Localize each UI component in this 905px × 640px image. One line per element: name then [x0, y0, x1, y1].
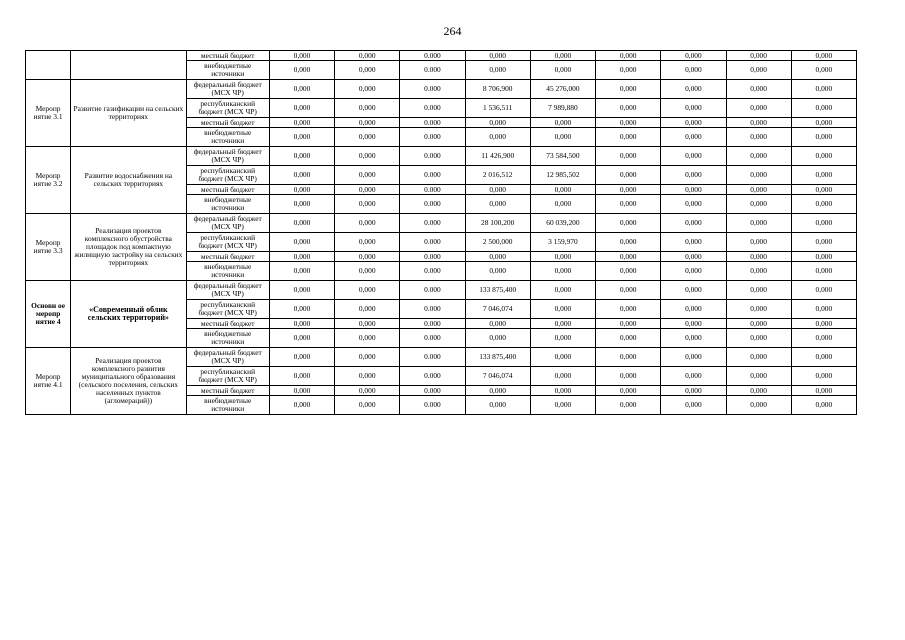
- value-cell: 0,000: [661, 118, 726, 128]
- value-cell: 0,000: [530, 118, 595, 128]
- value-cell: 0,000: [726, 386, 791, 396]
- value-cell: 0,000: [269, 262, 334, 281]
- value-cell: 73 584,500: [530, 147, 595, 166]
- value-cell: 0,000: [269, 185, 334, 195]
- value-cell: 0,000: [335, 233, 400, 252]
- value-cell: 0,000: [596, 128, 661, 147]
- source-cell: внебюджетные источники: [186, 329, 269, 348]
- value-cell: 0,000: [726, 195, 791, 214]
- event-name-cell: [71, 51, 186, 80]
- value-cell: 0,000: [530, 51, 595, 61]
- value-cell: 0,000: [726, 300, 791, 319]
- value-cell: 0.000: [400, 386, 465, 396]
- value-cell: 0,000: [530, 195, 595, 214]
- value-cell: 0,000: [791, 99, 856, 118]
- value-cell: 0,000: [791, 166, 856, 185]
- value-cell: 0,000: [269, 51, 334, 61]
- value-cell: 0.000: [400, 51, 465, 61]
- value-cell: 0,000: [661, 281, 726, 300]
- value-cell: 0,000: [661, 99, 726, 118]
- value-cell: 0,000: [726, 118, 791, 128]
- value-cell: 0.000: [400, 233, 465, 252]
- value-cell: 0,000: [791, 262, 856, 281]
- value-cell: 0,000: [465, 329, 530, 348]
- value-cell: 0,000: [269, 80, 334, 99]
- source-cell: местный бюджет: [186, 51, 269, 61]
- value-cell: 0,000: [661, 166, 726, 185]
- value-cell: 0,000: [661, 300, 726, 319]
- value-cell: 0.000: [400, 319, 465, 329]
- value-cell: 0,000: [465, 386, 530, 396]
- value-cell: 0,000: [596, 262, 661, 281]
- value-cell: 0,000: [335, 262, 400, 281]
- value-cell: 0,000: [335, 147, 400, 166]
- event-cell: [26, 51, 71, 80]
- value-cell: 0,000: [791, 118, 856, 128]
- value-cell: 0,000: [335, 185, 400, 195]
- value-cell: 0,000: [596, 80, 661, 99]
- budget-table-body: [26, 51, 857, 415]
- value-cell: 0,000: [791, 396, 856, 415]
- value-cell: 0,000: [791, 214, 856, 233]
- value-cell: 0.000: [400, 252, 465, 262]
- source-cell: республиканский бюджет (МСХ ЧР): [186, 166, 269, 185]
- source-cell: внебюджетные источники: [186, 61, 269, 80]
- table-row: [26, 214, 857, 233]
- value-cell: 0,000: [596, 329, 661, 348]
- value-cell: 0,000: [530, 185, 595, 195]
- event-cell: Меропр иятие 3.2: [26, 147, 71, 214]
- event-cell: Меропр иятие 3.1: [26, 80, 71, 147]
- value-cell: 0,000: [465, 118, 530, 128]
- value-cell: 0,000: [596, 300, 661, 319]
- value-cell: 0,000: [661, 319, 726, 329]
- value-cell: 0,000: [269, 233, 334, 252]
- value-cell: 0,000: [661, 61, 726, 80]
- value-cell: 0,000: [335, 128, 400, 147]
- value-cell: 0.000: [400, 396, 465, 415]
- value-cell: 0,000: [596, 367, 661, 386]
- source-cell: республиканский бюджет (МСХ ЧР): [186, 300, 269, 319]
- table-row: [26, 281, 857, 300]
- value-cell: 0,000: [530, 128, 595, 147]
- value-cell: 0,000: [596, 396, 661, 415]
- value-cell: 0.000: [400, 281, 465, 300]
- value-cell: 0,000: [335, 61, 400, 80]
- value-cell: 0,000: [335, 329, 400, 348]
- value-cell: 0,000: [269, 396, 334, 415]
- value-cell: 0,000: [661, 195, 726, 214]
- value-cell: 0,000: [465, 61, 530, 80]
- value-cell: 0,000: [661, 147, 726, 166]
- value-cell: 0,000: [596, 51, 661, 61]
- value-cell: 0,000: [335, 396, 400, 415]
- value-cell: 0,000: [335, 252, 400, 262]
- source-cell: федеральный бюджет (МСХ ЧР): [186, 147, 269, 166]
- value-cell: 0,000: [726, 367, 791, 386]
- value-cell: 0,000: [269, 281, 334, 300]
- value-cell: 0,000: [530, 367, 595, 386]
- value-cell: 2 016,512: [465, 166, 530, 185]
- value-cell: 7 046,074: [465, 367, 530, 386]
- value-cell: 0,000: [791, 233, 856, 252]
- value-cell: 0,000: [269, 252, 334, 262]
- value-cell: 0,000: [465, 252, 530, 262]
- value-cell: 0,000: [269, 195, 334, 214]
- source-cell: местный бюджет: [186, 252, 269, 262]
- value-cell: 11 426,900: [465, 147, 530, 166]
- value-cell: 0,000: [465, 195, 530, 214]
- value-cell: 0.000: [400, 118, 465, 128]
- value-cell: 0.000: [400, 214, 465, 233]
- value-cell: 0,000: [661, 262, 726, 281]
- value-cell: 0,000: [596, 147, 661, 166]
- value-cell: 0,000: [726, 281, 791, 300]
- value-cell: 0,000: [661, 185, 726, 195]
- value-cell: 0,000: [661, 252, 726, 262]
- value-cell: 0,000: [465, 396, 530, 415]
- source-cell: внебюджетные источники: [186, 396, 269, 415]
- source-cell: федеральный бюджет (МСХ ЧР): [186, 281, 269, 300]
- value-cell: 0,000: [726, 396, 791, 415]
- value-cell: 0,000: [596, 99, 661, 118]
- value-cell: 0,000: [530, 281, 595, 300]
- source-cell: местный бюджет: [186, 386, 269, 396]
- value-cell: 0.000: [400, 99, 465, 118]
- value-cell: 0,000: [791, 348, 856, 367]
- value-cell: 0,000: [726, 262, 791, 281]
- value-cell: 0,000: [465, 185, 530, 195]
- value-cell: 0,000: [661, 80, 726, 99]
- value-cell: 0,000: [530, 252, 595, 262]
- source-cell: внебюджетные источники: [186, 195, 269, 214]
- value-cell: 0,000: [596, 348, 661, 367]
- value-cell: 0,000: [661, 329, 726, 348]
- source-cell: федеральный бюджет (МСХ ЧР): [186, 214, 269, 233]
- source-cell: внебюджетные источники: [186, 128, 269, 147]
- value-cell: 0,000: [335, 118, 400, 128]
- value-cell: 0.000: [400, 61, 465, 80]
- value-cell: 0,000: [791, 51, 856, 61]
- value-cell: 0,000: [726, 128, 791, 147]
- value-cell: 0,000: [726, 319, 791, 329]
- value-cell: 0,000: [335, 300, 400, 319]
- event-name-cell: Реализация проектов комплексного развития муниципального образования (сельского поселения, сельских населенных пунктов (агломераций)): [71, 348, 186, 415]
- source-cell: федеральный бюджет (МСХ ЧР): [186, 80, 269, 99]
- value-cell: 0,000: [791, 252, 856, 262]
- value-cell: 0,000: [791, 281, 856, 300]
- value-cell: 0.000: [400, 367, 465, 386]
- value-cell: 0,000: [726, 185, 791, 195]
- value-cell: 0,000: [335, 51, 400, 61]
- event-name-cell: Реализация проектов комплексного обустройства площадок под компактную жилищную застройку на сельских территориях: [71, 214, 186, 281]
- value-cell: 0,000: [726, 233, 791, 252]
- source-cell: местный бюджет: [186, 185, 269, 195]
- value-cell: 0,000: [661, 396, 726, 415]
- source-cell: местный бюджет: [186, 118, 269, 128]
- table-row: [26, 80, 857, 99]
- source-cell: местный бюджет: [186, 319, 269, 329]
- value-cell: 0,000: [269, 166, 334, 185]
- event-cell: Основн ое меропр иятие 4: [26, 281, 71, 348]
- value-cell: 0,000: [335, 80, 400, 99]
- value-cell: 28 100,200: [465, 214, 530, 233]
- value-cell: 0,000: [726, 348, 791, 367]
- value-cell: 0,000: [465, 51, 530, 61]
- value-cell: 0,000: [530, 348, 595, 367]
- value-cell: 0,000: [269, 319, 334, 329]
- value-cell: 0,000: [530, 396, 595, 415]
- value-cell: 0,000: [661, 367, 726, 386]
- budget-table: [25, 50, 857, 415]
- value-cell: 0,000: [335, 214, 400, 233]
- value-cell: 0,000: [269, 386, 334, 396]
- value-cell: 0,000: [661, 233, 726, 252]
- event-cell: Меропр иятие 3.3: [26, 214, 71, 281]
- value-cell: 0,000: [269, 348, 334, 367]
- value-cell: 0.000: [400, 329, 465, 348]
- value-cell: 0,000: [465, 128, 530, 147]
- value-cell: 0,000: [335, 367, 400, 386]
- value-cell: 0,000: [596, 61, 661, 80]
- table-row: [26, 348, 857, 367]
- value-cell: 0,000: [530, 262, 595, 281]
- value-cell: 133 875,400: [465, 348, 530, 367]
- value-cell: 0,000: [791, 386, 856, 396]
- value-cell: 0,000: [596, 252, 661, 262]
- value-cell: 0,000: [661, 386, 726, 396]
- value-cell: 0,000: [530, 329, 595, 348]
- value-cell: 0,000: [726, 147, 791, 166]
- value-cell: 0,000: [465, 262, 530, 281]
- value-cell: 0,000: [596, 233, 661, 252]
- value-cell: 0,000: [596, 214, 661, 233]
- value-cell: 0,000: [530, 300, 595, 319]
- event-name-cell: Развитие газификации на сельских территориях: [71, 80, 186, 147]
- value-cell: 0,000: [335, 386, 400, 396]
- source-cell: внебюджетные источники: [186, 262, 269, 281]
- value-cell: 0.000: [400, 147, 465, 166]
- value-cell: 0,000: [335, 166, 400, 185]
- event-name-cell: «Современный облик сельских территорий»: [71, 281, 186, 348]
- value-cell: 3 159,970: [530, 233, 595, 252]
- value-cell: 0,000: [726, 214, 791, 233]
- value-cell: 0,000: [726, 61, 791, 80]
- page-number: 264: [443, 24, 462, 38]
- value-cell: 0,000: [596, 319, 661, 329]
- value-cell: 0,000: [335, 195, 400, 214]
- value-cell: 0,000: [791, 61, 856, 80]
- value-cell: 0,000: [269, 214, 334, 233]
- value-cell: 0,000: [335, 99, 400, 118]
- value-cell: 0.000: [400, 300, 465, 319]
- value-cell: 0,000: [791, 185, 856, 195]
- value-cell: 0,000: [269, 147, 334, 166]
- value-cell: 0,000: [335, 281, 400, 300]
- value-cell: 0.000: [400, 262, 465, 281]
- value-cell: 0,000: [791, 147, 856, 166]
- value-cell: 0,000: [726, 329, 791, 348]
- event-cell: Меропр иятие 4.1: [26, 348, 71, 415]
- value-cell: 0,000: [791, 329, 856, 348]
- value-cell: 0,000: [269, 128, 334, 147]
- value-cell: 0,000: [661, 51, 726, 61]
- value-cell: 0,000: [726, 166, 791, 185]
- value-cell: 0,000: [726, 99, 791, 118]
- event-name-cell: Развитие водоснабжения на сельских территориях: [71, 147, 186, 214]
- table-row: [26, 51, 857, 61]
- value-cell: 0,000: [269, 367, 334, 386]
- value-cell: 0,000: [661, 348, 726, 367]
- value-cell: 133 875,400: [465, 281, 530, 300]
- source-cell: федеральный бюджет (МСХ ЧР): [186, 348, 269, 367]
- value-cell: 0,000: [726, 252, 791, 262]
- value-cell: 0,000: [791, 195, 856, 214]
- value-cell: 0,000: [791, 319, 856, 329]
- value-cell: 0,000: [530, 61, 595, 80]
- value-cell: 0.000: [400, 185, 465, 195]
- value-cell: 0,000: [791, 80, 856, 99]
- value-cell: 12 985,502: [530, 166, 595, 185]
- value-cell: 0,000: [596, 195, 661, 214]
- value-cell: 0,000: [791, 300, 856, 319]
- value-cell: 0,000: [596, 166, 661, 185]
- value-cell: 0,000: [596, 386, 661, 396]
- value-cell: 0,000: [596, 281, 661, 300]
- value-cell: 2 500,000: [465, 233, 530, 252]
- value-cell: 0,000: [465, 319, 530, 329]
- value-cell: 0,000: [530, 319, 595, 329]
- source-cell: республиканский бюджет (МСХ ЧР): [186, 367, 269, 386]
- value-cell: 0,000: [791, 367, 856, 386]
- value-cell: 0.000: [400, 195, 465, 214]
- value-cell: 0,000: [269, 300, 334, 319]
- source-cell: республиканский бюджет (МСХ ЧР): [186, 99, 269, 118]
- value-cell: 7 989,880: [530, 99, 595, 118]
- value-cell: 0,000: [335, 348, 400, 367]
- source-cell: республиканский бюджет (МСХ ЧР): [186, 233, 269, 252]
- value-cell: 0,000: [269, 61, 334, 80]
- value-cell: 0,000: [530, 386, 595, 396]
- value-cell: 0.000: [400, 348, 465, 367]
- value-cell: 7 046,074: [465, 300, 530, 319]
- value-cell: 0,000: [791, 128, 856, 147]
- value-cell: 0,000: [596, 185, 661, 195]
- value-cell: 0,000: [726, 51, 791, 61]
- value-cell: 0,000: [269, 329, 334, 348]
- value-cell: 0.000: [400, 128, 465, 147]
- value-cell: 0.000: [400, 80, 465, 99]
- value-cell: 0,000: [269, 99, 334, 118]
- value-cell: 0,000: [726, 80, 791, 99]
- value-cell: 60 039,200: [530, 214, 595, 233]
- table-row: [26, 147, 857, 166]
- value-cell: 1 536,511: [465, 99, 530, 118]
- value-cell: 45 276,000: [530, 80, 595, 99]
- value-cell: 0,000: [661, 128, 726, 147]
- value-cell: 0,000: [335, 319, 400, 329]
- value-cell: 0.000: [400, 166, 465, 185]
- value-cell: 8 706,900: [465, 80, 530, 99]
- value-cell: 0,000: [596, 118, 661, 128]
- value-cell: 0,000: [661, 214, 726, 233]
- value-cell: 0,000: [269, 118, 334, 128]
